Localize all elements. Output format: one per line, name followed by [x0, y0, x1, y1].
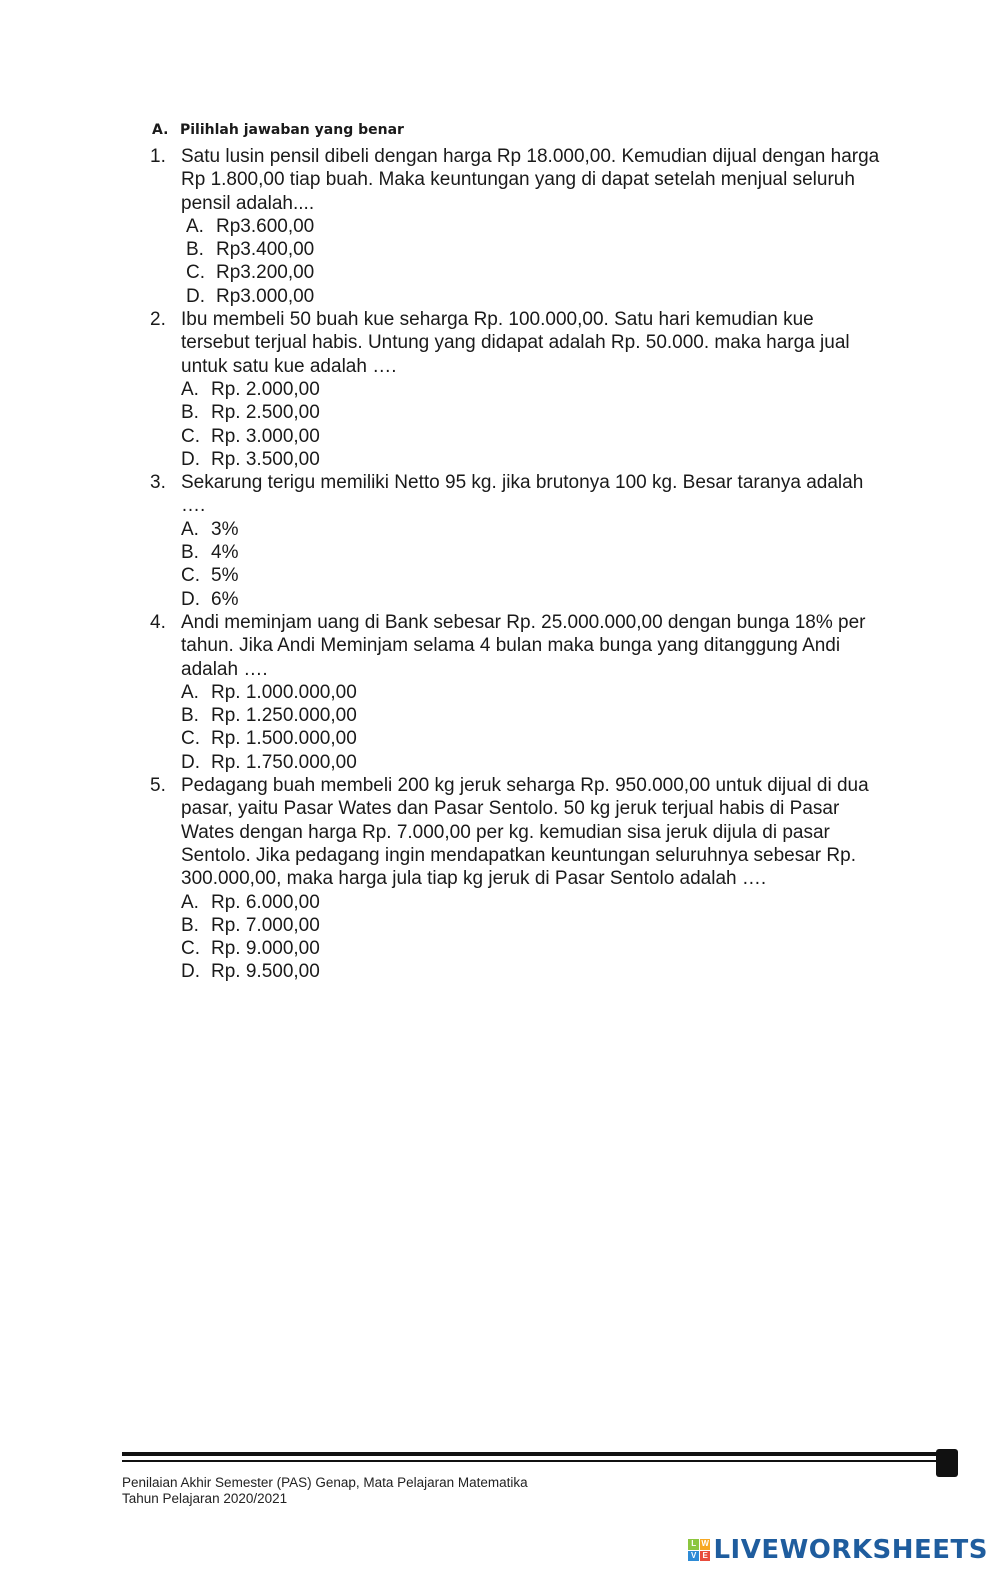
option-text: 4% [211, 542, 239, 564]
option-letter: D. [186, 285, 205, 307]
logo-tile: L [688, 1539, 699, 1550]
option-letter: A. [186, 215, 204, 237]
option-text: 5% [211, 565, 239, 587]
option-text: Rp. 3.000,00 [211, 425, 320, 447]
section-letter: A. [152, 122, 169, 138]
option-letter: C. [181, 425, 200, 447]
option-text: 3% [211, 518, 239, 540]
option-d[interactable] [181, 448, 880, 471]
option-b[interactable] [181, 704, 880, 727]
option-text: Rp3.000,00 [216, 285, 315, 307]
page-footer [122, 1475, 528, 1507]
option-text: Rp. 9.500,00 [211, 961, 320, 983]
option-c[interactable] [181, 425, 880, 448]
option-text: Rp. 9.000,00 [211, 938, 320, 960]
option-c[interactable] [181, 564, 880, 587]
option-text: Rp3.400,00 [216, 239, 315, 261]
option-b[interactable] [181, 541, 880, 564]
question-text: Sekarung terigu memiliki Netto 95 kg. jika brutonya 100 kg. Besar taranya adalah …. [181, 472, 864, 517]
question-number: 1. [150, 146, 166, 167]
question-number: 5. [150, 775, 166, 797]
option-d[interactable] [186, 285, 880, 308]
logo-tile: E [700, 1551, 711, 1562]
option-b[interactable] [186, 238, 880, 261]
option-letter: D. [181, 961, 200, 983]
option-letter: D. [181, 588, 200, 610]
option-letter: C. [181, 728, 200, 750]
option-text: Rp. 2.500,00 [211, 402, 320, 424]
option-a[interactable] [181, 891, 880, 914]
option-a[interactable] [181, 378, 880, 401]
question-text: Satu lusin pensil dibeli dengan harga Rp 18.000,00. Kemudian dijual dengan harga Rp 1.800,00 tiap buah. Maka keuntungan yang di dapat setelah menjual seluruh pensil adalah.... [181, 146, 880, 214]
question-text: Pedagang buah membeli 200 kg jeruk seharga Rp. 950.000,00 untuk dijual di dua pasar, yaitu Pasar Wates dan Pasar Sentolo. 50 kg jeruk terjual habis di Pasar Wates dengan harga Rp. 7.000,00 per kg. kemudian sisa jeruk dijula di pasar Sentolo. Jika pedagang ingin mendapatkan keuntungan seluruhnya sebesar Rp. 300.000,00, maka harga jula tiap kg jeruk di Pasar Sentolo adalah …. [181, 775, 869, 890]
liveworksheets-logo-icon [688, 1539, 710, 1561]
option-a[interactable] [181, 681, 880, 704]
footer-divider-thick [122, 1452, 944, 1456]
option-text: 6% [211, 588, 239, 610]
option-letter: B. [181, 542, 199, 564]
option-list [181, 378, 880, 471]
question-text: Andi meminjam uang di Bank sebesar Rp. 25.000.000,00 dengan bunga 18% per tahun. Jika Andi Meminjam selama 4 bulan maka bunga yang ditanggung Andi adalah …. [181, 611, 866, 680]
option-text: Rp. 2.000,00 [211, 378, 320, 400]
option-letter: C. [186, 262, 205, 284]
question-number: 3. [150, 472, 166, 494]
option-text: Rp. 1.500.000,00 [211, 728, 357, 750]
liveworksheets-brand [688, 1535, 988, 1565]
option-d[interactable] [181, 751, 880, 774]
logo-tile: V [688, 1551, 699, 1562]
option-letter: D. [181, 448, 200, 470]
footer-end-block [936, 1449, 958, 1477]
option-letter: A. [181, 891, 199, 913]
question-list [150, 145, 880, 984]
option-letter: B. [181, 402, 199, 424]
question-3 [150, 471, 880, 611]
option-d[interactable] [181, 588, 880, 611]
footer-divider-thin [122, 1460, 944, 1462]
question-number: 4. [150, 611, 166, 633]
option-letter: C. [181, 938, 200, 960]
question-1 [150, 145, 880, 308]
option-a[interactable] [181, 518, 880, 541]
footer-line-1: Penilaian Akhir Semester (PAS) Genap, Mata Pelajaran Matematika [122, 1475, 528, 1490]
brand-name: LIVEWORKSHEETS [713, 1535, 988, 1565]
option-letter: A. [181, 378, 199, 400]
option-text: Rp3.200,00 [216, 262, 315, 284]
option-text: Rp. 3.500,00 [211, 448, 320, 470]
option-d[interactable] [181, 960, 880, 983]
option-c[interactable] [181, 937, 880, 960]
option-list [181, 518, 880, 611]
option-text: Rp. 1.000.000,00 [211, 681, 357, 703]
option-a[interactable] [186, 215, 880, 238]
option-list [181, 681, 880, 774]
option-text: Rp. 1.250.000,00 [211, 705, 357, 727]
question-text: Ibu membeli 50 buah kue seharga Rp. 100.000,00. Satu hari kemudian kue tersebut terjual habis. Untung yang didapat adalah Rp. 50.000. maka harga jual untuk satu kue adalah …. [181, 309, 850, 377]
option-b[interactable] [181, 401, 880, 424]
option-letter: A. [181, 518, 199, 540]
question-5 [150, 774, 880, 984]
section-heading [152, 122, 404, 138]
logo-tile: W [701, 1539, 709, 1549]
option-c[interactable] [181, 727, 880, 750]
option-letter: A. [181, 681, 199, 703]
option-list [181, 215, 880, 308]
question-number: 2. [150, 309, 166, 331]
option-c[interactable] [186, 261, 880, 284]
section-title: Pilihlah jawaban yang benar [180, 122, 404, 138]
option-text: Rp3.600,00 [216, 215, 315, 237]
option-text: Rp. 1.750.000,00 [211, 751, 357, 773]
option-text: Rp. 6.000,00 [211, 891, 320, 913]
option-letter: D. [181, 751, 200, 773]
option-letter: B. [181, 705, 199, 727]
question-2 [150, 308, 880, 471]
option-letter: C. [181, 565, 200, 587]
option-letter: B. [186, 239, 204, 261]
option-text: Rp. 7.000,00 [211, 914, 320, 936]
option-letter: B. [181, 914, 199, 936]
question-4 [150, 611, 880, 774]
option-b[interactable] [181, 914, 880, 937]
footer-line-2: Tahun Pelajaran 2020/2021 [122, 1491, 288, 1506]
option-list [181, 891, 880, 984]
